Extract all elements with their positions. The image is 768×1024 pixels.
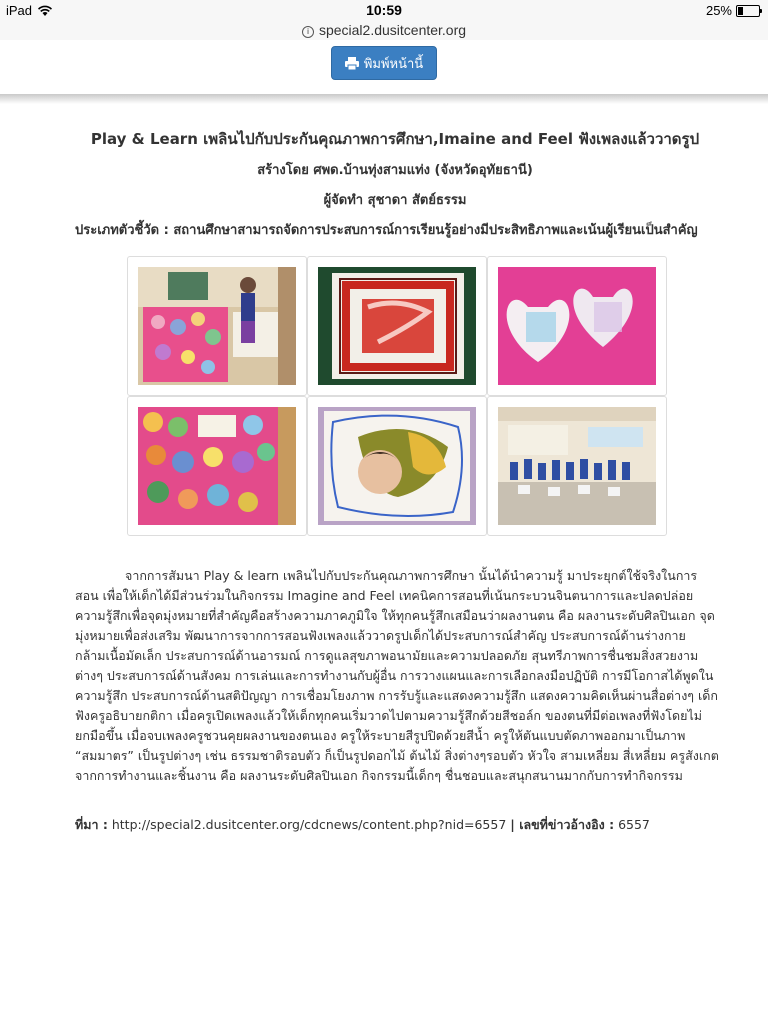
status-bar [0, 0, 768, 22]
photo-classroom-group[interactable] [487, 396, 667, 536]
article-source [75, 815, 720, 835]
print-button-label: พิมพ์หน้านี้ [363, 56, 424, 72]
photo-classroom-group-image [498, 407, 656, 525]
toolbar-shadow [0, 94, 768, 104]
ref-id: 6557 [618, 817, 650, 832]
print-button[interactable] [331, 46, 437, 80]
article-body: จากการสัมนา Play & learn เพลินไปกับประกันคุณภาพการศึกษา นั้นได้นำความรู้ มาประยุกต์ใช้จริงในการสอน เพื่อให้เด็กได้มีส่วนร่วมในกิจกรรม Imagine and Feel เทคนิคการสอนที่เน้นกระบวนจินตนาการและปลดปล่อย ความรู้สึกเพื่อจุดมุ่งหมายที่สำคัญคือสร้างความภาคภูมิใจ ให้ทุกคนรู้สึกเสมือนว่าผลงานตน คือ ผลงานระดับศิลปินเอก จุดมุ่งหมายเพื่อส่งเสริม พัฒนาการจากการสอนฟังเพลงแล้ววาดรูปเด็กได้ประสบการณ์สำคัญ ประสบการณ์ด้านร่างกาย กล้ามเนื้อมัดเล็ก ประสบการณ์ด้านอารมณ์ การดูแลสุขภาพอนามัยและความปลอดภัย สุนทรีภาพการชื่นชมสิ่งสวยงามต่างๆ ประสบการณ์ด้านสังคม การเล่นและการทำงานกับผู้อื่น การวางแผนและการเลือกลงมือปฏิบัติ การมีโอกาสได้พูดในความรู้สึก ประสบการณ์ด้านสติปัญญา การเชื่อมโยงภาพ การรับรู้และแสดงความรู้สึก แสดงความคิดเห็นผ่านสื่อต่างๆ เด็กฟังครูอธิบายกติกา เมื่อครูเปิดเพลงแล้วให้เด็กทุกคนเริ่มวาดไปตามความรู้สึกด้วยสีชอล์ก ของตนที่มีต่อเพลงที่ฟังโดยไม่ยกมือขึ้น เมื่อจบเพลงครูชวนคุยผลงานของตนเอง ครูให้ระบายสีรูปปิดด้วยสีน้ำ ครูให้ตันแบบตัดภาพออกมาเป็นภาพ “สมมาตร” เป็นรูปต่างๆ เช่น ธรรมชาติรอบตัว ก็เป็นรูปดอกไม้ ต้นไม้ สิ่งต่างๆรอบตัว หัวใจ สามเหลี่ยม สี่เหลี่ยม ครูสังเกตจากการทำงานและชิ้นงาน คือ ผลงานระดับศิลปินเอก กิจกรรมนี้เด็กๆ ชื่นชอบและสนุกสนานมากกับการทำกิจกรรม [75, 568, 719, 783]
printer-icon [345, 57, 359, 70]
article-title: Play & Learn เพลินไปกับประกันคุณภาพการศึกษา,Imaine and Feel ฟังเพลงแล้ววาดรูป [90, 130, 700, 148]
article-indicator-type: ประเภทตัวชี้วัด : สถานศึกษาสามารถจัดการประสบการณ์การเรียนรู้อย่างมีประสิทธิภาพและเน้นผู้เรียนเป็นสำคัญ [75, 223, 698, 238]
source-url[interactable]: http://special2.dusitcenter.org/cdcnews/content.php?nid=6557 [111, 817, 507, 832]
status-time: 10:59 [366, 2, 402, 18]
photo-child-portrait-art-image [318, 407, 476, 525]
photo-red-painting[interactable] [307, 256, 487, 396]
battery-icon [736, 5, 760, 17]
article-author: ผู้จัดทำ สุชาดา สัตย์ธรรม [323, 193, 467, 208]
info-icon: i [302, 26, 314, 38]
photo-board-display-image [138, 407, 296, 525]
photo-board-display[interactable] [127, 396, 307, 536]
print-toolbar [0, 40, 768, 98]
photo-heart-cards[interactable] [487, 256, 667, 396]
photo-gallery [127, 256, 667, 536]
url-text: special2.dusitcenter.org [318, 22, 467, 38]
photo-child-with-artwork[interactable] [127, 256, 307, 396]
battery-percent: 25% [705, 3, 732, 18]
battery-fill [738, 7, 743, 15]
device-name: iPad [6, 3, 33, 18]
status-right [706, 3, 760, 18]
photo-child-portrait-art[interactable] [307, 396, 487, 536]
photo-heart-cards-image [498, 267, 656, 385]
ref-label: | เลขที่ข่าวอ้างอิง : [510, 817, 615, 832]
url-bar[interactable] [0, 22, 768, 40]
source-label: ที่มา : [75, 817, 108, 832]
article-header [75, 128, 715, 242]
article-creator: สร้างโดย ศพด.บ้านทุ่งสามแท่ง (จังหวัดอุทัยธานี) [257, 163, 533, 178]
photo-child-with-artwork-image [138, 267, 296, 385]
photo-red-painting-image [318, 267, 476, 385]
